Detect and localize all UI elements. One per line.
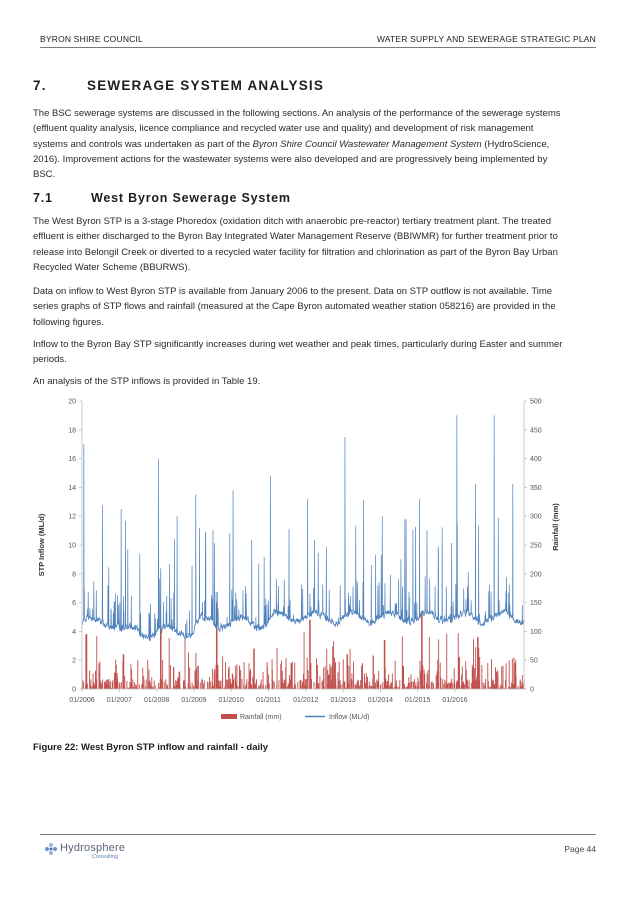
rainfall-bar <box>124 676 125 689</box>
y2-tick-label: 50 <box>530 657 538 665</box>
intro-italic-reference: Byron Shire Council Wastewater Management System <box>252 138 482 150</box>
rainfall-bar <box>126 681 127 689</box>
paragraph-stp-description: The West Byron STP is a 3-stage Phoredox (oxidation ditch with anaerobic pre-reactor) tertiary treatment plant. The treated effluent is either discharged to the Byron Bay Integrated Water Management Reserve (BBIWMR) for further treatment prior to release into Belongil Creek or diverted to a recycled water facility for filtration and chlorination as part of the Byron Bay Urban Recycled Water Scheme (BBURWS). <box>33 216 558 273</box>
rainfall-bar <box>378 671 379 689</box>
rainfall-bar <box>416 682 417 689</box>
rainfall-bar <box>356 682 357 689</box>
rainfall-bar <box>265 685 266 689</box>
rainfall-bar <box>105 681 106 689</box>
rainfall-bar <box>188 653 189 689</box>
rainfall-bar <box>464 684 465 689</box>
rainfall-bar <box>94 682 95 689</box>
rainfall-bar <box>220 680 221 689</box>
y-tick-label: 2 <box>72 657 76 665</box>
rainfall-bar <box>339 662 340 689</box>
y2-tick-label: 450 <box>530 427 542 435</box>
rainfall-bar <box>422 665 423 689</box>
rainfall-bar <box>411 681 412 689</box>
subsection-number: 7.1 <box>33 191 53 205</box>
rainfall-bar <box>411 674 412 689</box>
rainfall-bar <box>301 685 302 689</box>
hydrosphere-logo-icon <box>44 842 58 856</box>
rainfall-bar <box>318 683 319 689</box>
rainfall-bar <box>366 673 367 689</box>
y2-tick-label: 350 <box>530 484 542 492</box>
rainfall-bar <box>117 679 118 689</box>
rainfall-bar <box>137 660 138 689</box>
rainfall-bar <box>307 658 308 689</box>
rainfall-bar <box>292 662 293 689</box>
footer-divider <box>40 834 596 835</box>
rainfall-bar <box>362 663 363 689</box>
subsection-heading <box>33 191 291 205</box>
rainfall-bar <box>184 680 185 689</box>
rainfall-bar <box>95 671 96 689</box>
rainfall-bar <box>479 657 480 689</box>
page-header <box>40 34 596 48</box>
rainfall-bar <box>151 677 152 689</box>
chart-legend <box>221 714 369 721</box>
y2-axis-label: Rainfall (mm) <box>551 503 560 551</box>
rainfall-bar <box>374 686 375 689</box>
rainfall-bar <box>454 685 455 689</box>
y-axis-label: STP Inflow (ML/d) <box>37 513 46 577</box>
y-tick-label: 4 <box>72 628 76 636</box>
rainfall-bar <box>240 670 241 689</box>
x-tick-label: 01/2013 <box>330 697 356 704</box>
rainfall-bar <box>202 680 203 689</box>
rainfall-bar <box>429 637 430 689</box>
logo-subtitle: Consulting <box>92 854 118 860</box>
rainfall-bar <box>359 685 360 689</box>
y2-tick-label: 300 <box>530 513 542 521</box>
chart-axes <box>68 399 542 705</box>
rainfall-bar <box>448 683 449 689</box>
intro-paragraph <box>33 106 568 182</box>
rainfall-bar <box>424 674 425 689</box>
rainfall-bar <box>222 656 223 689</box>
rainfall-bar <box>134 682 135 689</box>
rainfall-bar <box>114 672 115 689</box>
legend-rainfall-label: Rainfall (mm) <box>240 714 282 721</box>
paragraph-data-availability: Data on inflow to West Byron STP is available from January 2006 to the present. Data on STP outflow is not available. Time series graphs of STP flows and rainfall (measured at the Cape Byron automated weather station 058216) are provided in the following figures. <box>33 286 556 328</box>
legend-inflow-label: Inflow (ML/d) <box>329 714 370 721</box>
rainfall-bar <box>395 685 396 689</box>
x-tick-label: 01/2008 <box>143 697 170 704</box>
rainfall-bar <box>107 680 108 689</box>
rainfall-bar <box>443 684 444 689</box>
y-tick-label: 20 <box>68 398 76 406</box>
rainfall-bar <box>322 681 323 689</box>
rainfall-bar <box>427 673 428 689</box>
rainfall-bar <box>198 666 199 689</box>
rainfall-bar <box>512 684 513 689</box>
rainfall-bar <box>358 680 359 689</box>
x-tick-label: 01/2015 <box>405 697 431 704</box>
rainfall-bar <box>446 634 447 689</box>
logo-wordmark: Hydrosphere <box>60 842 126 854</box>
rainfall-series <box>82 603 525 689</box>
rainfall-bar <box>121 682 122 689</box>
intro-text-1: The BSC sewerage systems are discussed in the following sections. An analysis of the performance of the sewerage systems (effluent quality analysis, licence compliance and recycled water use and quality) and development of risk management systems and controls was undertaken as part of the <box>33 108 561 150</box>
rainfall-bar <box>496 672 497 689</box>
rainfall-bar <box>147 660 148 689</box>
rainfall-bar <box>170 665 171 689</box>
y-tick-label: 8 <box>72 571 76 579</box>
rainfall-bar <box>295 685 296 689</box>
rainfall-bar <box>192 683 193 689</box>
rainfall-bar <box>87 684 88 689</box>
rainfall-bar <box>423 686 424 689</box>
rainfall-bar <box>325 666 326 689</box>
rainfall-bar <box>442 679 443 689</box>
rainfall-bar <box>509 660 510 689</box>
y-tick-label: 6 <box>72 600 76 608</box>
rainfall-bar <box>329 664 330 689</box>
rainfall-bar <box>370 685 371 689</box>
rainfall-bar <box>420 661 421 689</box>
rainfall-bar <box>155 686 156 689</box>
rainfall-bar <box>294 662 295 689</box>
rainfall-bar <box>500 685 501 689</box>
rainfall-bar <box>373 656 374 689</box>
hydrosphere-logo <box>44 841 154 863</box>
rainfall-bar <box>162 660 163 689</box>
rainfall-bar <box>290 679 291 689</box>
rainfall-bar <box>516 676 517 689</box>
rainfall-bar <box>169 638 170 689</box>
header-document-title: WATER SUPPLY AND SEWERAGE STRATEGIC PLAN <box>376 34 596 44</box>
rainfall-bar <box>297 682 298 689</box>
rainfall-bar <box>356 685 357 689</box>
rainfall-bar <box>212 683 213 689</box>
rainfall-bar <box>498 673 499 689</box>
rainfall-bar <box>142 668 143 689</box>
rainfall-bar <box>204 681 205 689</box>
rainfall-bar <box>459 657 460 689</box>
rainfall-bar <box>482 683 483 689</box>
y-tick-label: 14 <box>68 484 76 492</box>
inflow-series <box>82 415 524 640</box>
rainfall-bar <box>389 685 390 689</box>
rainfall-bar <box>471 683 472 689</box>
rainfall-bar <box>236 664 237 689</box>
y-tick-label: 18 <box>68 427 76 435</box>
rainfall-bar <box>418 682 419 689</box>
x-tick-label: 01/2012 <box>293 697 319 704</box>
rainfall-bar <box>343 659 344 689</box>
rainfall-bar <box>269 684 270 689</box>
rainfall-bar <box>440 677 441 689</box>
rainfall-bar <box>229 666 230 689</box>
rainfall-bar <box>473 639 474 689</box>
rainfall-bar <box>278 680 279 689</box>
rainfall-bar <box>332 646 333 689</box>
rainfall-bar <box>287 686 288 689</box>
rainfall-bar <box>476 680 477 689</box>
rainfall-bar <box>274 682 275 689</box>
rainfall-bar <box>233 680 234 689</box>
rainfall-bar <box>112 680 113 689</box>
rainfall-bar <box>161 679 162 689</box>
rainfall-bar <box>353 661 354 689</box>
rainfall-bar <box>428 670 429 689</box>
rainfall-bar <box>214 669 215 689</box>
rainfall-bar <box>484 686 485 689</box>
x-tick-label: 01/2010 <box>218 697 244 704</box>
inflow-line <box>82 415 524 640</box>
y2-tick-label: 500 <box>530 398 542 406</box>
rainfall-bar <box>96 636 97 689</box>
y-tick-label: 10 <box>68 542 76 550</box>
chart-svg <box>30 393 570 733</box>
rainfall-bar <box>286 658 287 689</box>
x-tick-label: 01/2009 <box>181 697 207 704</box>
rainfall-bar <box>241 679 242 689</box>
y2-tick-label: 400 <box>530 456 542 464</box>
rainfall-bar <box>225 662 226 689</box>
rainfall-bar <box>414 679 415 689</box>
rainfall-bar <box>110 681 111 689</box>
rainfall-bar <box>341 685 342 689</box>
rainfall-bar <box>251 684 252 689</box>
rainfall-bar <box>409 683 410 689</box>
rainfall-bar <box>392 674 393 689</box>
rainfall-bar <box>436 675 437 689</box>
paragraph-table-reference: An analysis of the STP inflows is provided in Table 19. <box>33 376 261 387</box>
rainfall-bar <box>511 683 512 689</box>
rainfall-bar <box>108 679 109 689</box>
rainfall-bar <box>176 685 177 689</box>
rainfall-bar <box>200 683 201 689</box>
rainfall-bar <box>154 681 155 689</box>
rainfall-bar <box>340 680 341 689</box>
header-divider <box>40 47 596 48</box>
y2-tick-label: 200 <box>530 571 542 579</box>
rainfall-bar <box>83 681 84 689</box>
rainfall-bar <box>90 679 91 689</box>
rainfall-bar <box>304 632 305 689</box>
rainfall-bar <box>450 682 451 689</box>
rainfall-bar <box>263 685 264 689</box>
rainfall-bar <box>277 648 278 689</box>
subsection-title: West Byron Sewerage System <box>91 191 291 205</box>
y2-tick-label: 0 <box>530 686 534 694</box>
y2-tick-label: 150 <box>530 600 542 608</box>
rainfall-bar <box>273 680 274 689</box>
rainfall-bar <box>355 684 356 689</box>
rainfall-bar <box>344 682 345 689</box>
rainfall-bar <box>469 681 470 689</box>
rainfall-bar <box>521 686 522 689</box>
y-tick-label: 12 <box>68 513 76 521</box>
rainfall-bar <box>452 683 453 689</box>
rainfall-bar <box>375 683 376 689</box>
rainfall-bar <box>488 681 489 689</box>
rainfall-bar <box>123 654 124 689</box>
rainfall-bar <box>86 634 87 689</box>
inflow-rainfall-chart <box>30 393 570 733</box>
rainfall-bar <box>438 639 439 689</box>
rainfall-bar <box>459 686 460 689</box>
y-tick-label: 0 <box>72 686 76 694</box>
rainfall-bar <box>336 686 337 689</box>
y2-tick-label: 100 <box>530 628 542 636</box>
rainfall-bar <box>146 680 147 689</box>
x-tick-label: 01/2006 <box>69 697 95 704</box>
rainfall-bar <box>246 679 247 689</box>
rainfall-bar <box>360 680 361 689</box>
rainfall-bar <box>245 686 246 689</box>
rainfall-bar <box>308 670 309 689</box>
rainfall-bar <box>506 663 507 689</box>
page-number: Page 44 <box>564 844 596 854</box>
rainfall-bar <box>226 679 227 689</box>
rainfall-bar <box>351 673 352 689</box>
rainfall-bar <box>326 649 327 689</box>
rainfall-bar <box>403 666 404 689</box>
rainfall-bar <box>364 677 365 689</box>
rainfall-bar <box>413 682 414 689</box>
rainfall-bar <box>399 680 400 689</box>
rainfall-bar <box>165 679 166 689</box>
y2-tick-label: 250 <box>530 542 542 550</box>
rainfall-bar <box>254 649 255 689</box>
rainfall-bar <box>207 682 208 689</box>
rainfall-bar <box>369 681 370 689</box>
rainfall-bar <box>89 671 90 689</box>
rainfall-bar <box>350 649 351 689</box>
rainfall-bar <box>319 676 320 689</box>
rainfall-bar <box>250 669 251 689</box>
x-tick-label: 01/2016 <box>442 697 468 704</box>
section-number: 7. <box>33 78 47 93</box>
rainfall-bar <box>348 666 349 689</box>
rainfall-bar <box>503 666 504 689</box>
rainfall-bar <box>382 682 383 689</box>
rainfall-bar <box>102 679 103 689</box>
x-tick-label: 01/2014 <box>367 697 394 704</box>
rainfall-bar <box>432 681 433 689</box>
rainfall-bar <box>323 668 324 689</box>
rainfall-bar <box>314 682 315 689</box>
figure-caption: Figure 22: West Byron STP inflow and rainfall - daily <box>33 742 269 753</box>
section-heading <box>33 78 324 93</box>
rainfall-bar <box>256 679 257 689</box>
rainfall-bar <box>444 680 445 689</box>
x-tick-label: 01/2011 <box>256 697 281 704</box>
section-title: SEWERAGE SYSTEM ANALYSIS <box>87 78 325 93</box>
rainfall-bar <box>239 666 240 689</box>
legend-rainfall-swatch <box>221 714 237 719</box>
header-organisation: BYRON SHIRE COUNCIL <box>40 34 143 44</box>
rainfall-bar <box>333 641 334 689</box>
rainfall-bar <box>467 680 468 689</box>
rainfall-bar <box>209 677 210 689</box>
rainfall-bar <box>485 679 486 689</box>
intro-text-2: (HydroScience, 2016). Improvement actions for the wastewater systems were also developed and are progressively being implemented by BSC. <box>33 138 550 181</box>
rainfall-bar <box>131 669 132 689</box>
rainfall-bar <box>139 685 140 689</box>
x-tick-label: 01/2007 <box>106 697 132 704</box>
rainfall-bar <box>92 686 93 689</box>
rainfall-bar <box>380 685 381 689</box>
rainfall-bar <box>119 684 120 689</box>
paragraph-inflow-increase: Inflow to the Byron Bay STP significantly increases during wet weather and peak times, particularly during Easter and summer periods. <box>33 339 563 366</box>
rainfall-bar <box>193 686 194 689</box>
rainfall-bar <box>144 680 145 689</box>
rainfall-bar <box>244 662 245 689</box>
rainfall-bar <box>288 685 289 689</box>
rainfall-bar <box>185 638 186 689</box>
rainfall-bar <box>311 679 312 689</box>
y-tick-label: 16 <box>68 456 76 464</box>
rainfall-bar <box>210 681 211 689</box>
rainfall-bar <box>261 679 262 689</box>
